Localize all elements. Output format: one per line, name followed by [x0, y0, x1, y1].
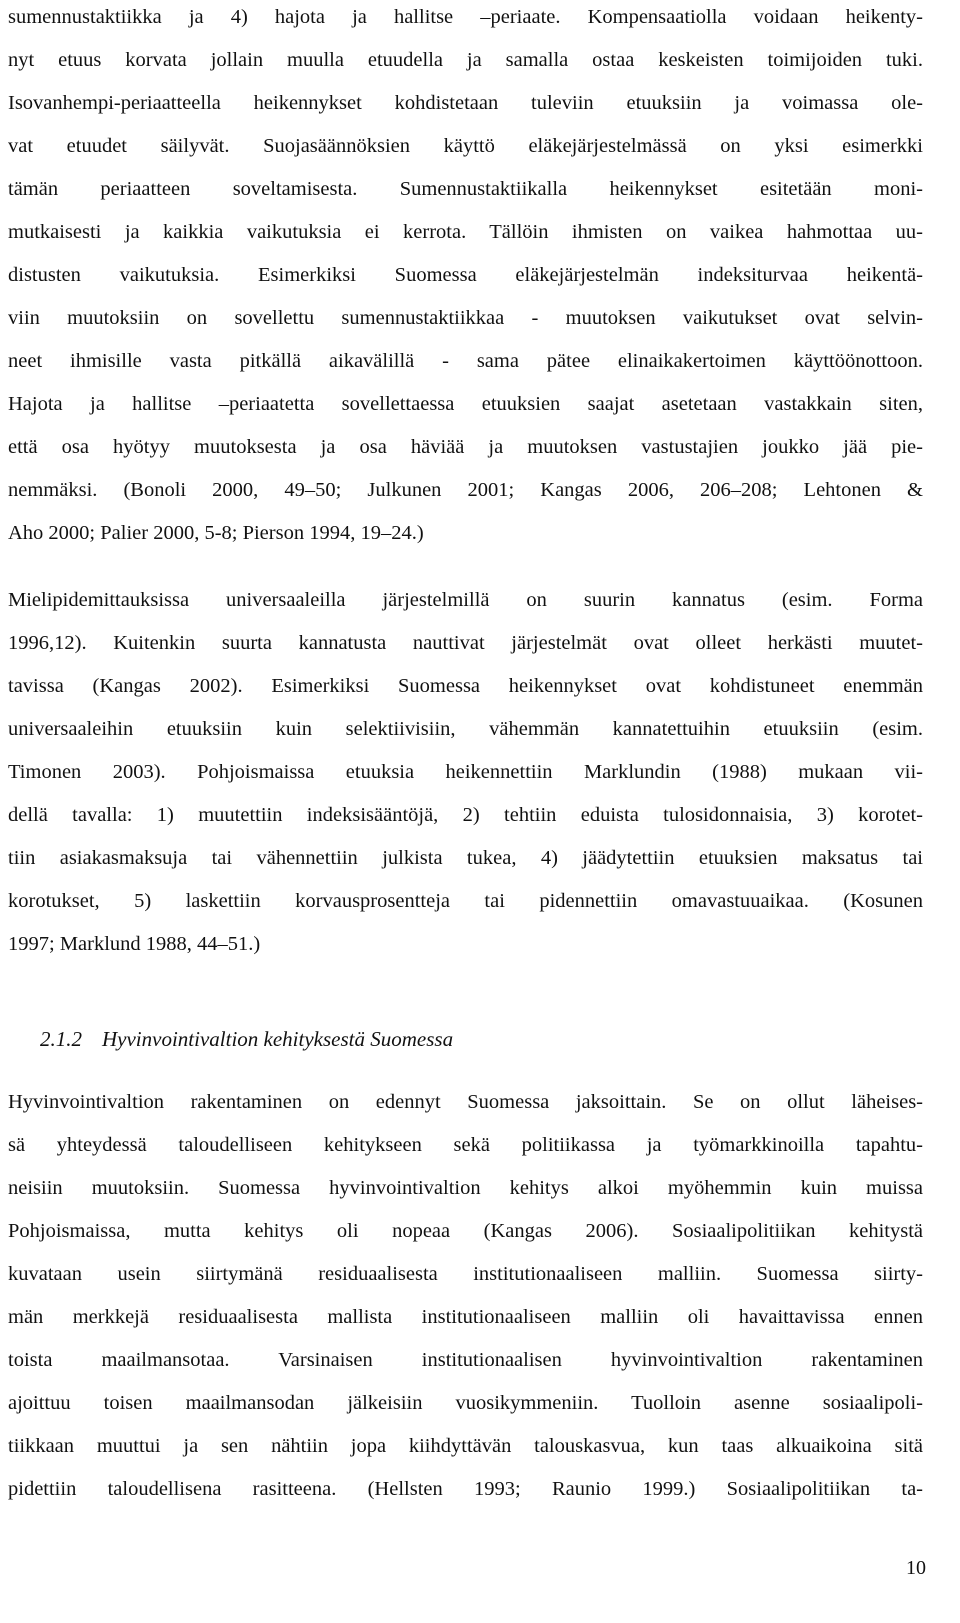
page-number: 10: [906, 1557, 926, 1579]
text-line: pidettiin taloudellisena rasitteena. (Hellsten 1993; Raunio 1999.) Sosiaalipolitiikan ta-: [8, 1478, 923, 1500]
text-line: Mielipidemittauksissa universaaleilla järjestelmillä on suurin kannatus (esim. Forma: [8, 589, 923, 611]
section-heading: [40, 1026, 453, 1052]
text-line: Pohjoismaissa, mutta kehitys oli nopeaa (Kangas 2006). Sosiaalipolitiikan kehitystä: [8, 1220, 923, 1242]
text-line: nyt etuus korvata jollain muulla etuudella ja samalla ostaa keskeisten toimijoiden tuki.: [8, 49, 923, 71]
text-line: toista maailmansotaa. Varsinaisen institutionaalisen hyvinvointivaltion rakentaminen: [8, 1349, 923, 1371]
section-number: 2.1.2: [40, 1027, 82, 1051]
text-line: Aho 2000; Palier 2000, 5-8; Pierson 1994, 19–24.): [8, 522, 424, 544]
text-line: 1997; Marklund 1988, 44–51.): [8, 933, 261, 955]
text-line: nemmäksi. (Bonoli 2000, 49–50; Julkunen 2001; Kangas 2006, 206–208; Lehtonen &: [8, 479, 923, 501]
text-line: mutkaisesti ja kaikkia vaikutuksia ei kerrota. Tällöin ihmisten on vaikea hahmottaa uu-: [8, 221, 923, 243]
section-title: Hyvinvointivaltion kehityksestä Suomessa: [102, 1027, 454, 1051]
text-line: että osa hyötyy muutoksesta ja osa häviää ja muutoksen vastustajien joukko jää pie-: [8, 436, 923, 458]
text-line: vat etuudet säilyvät. Suojasäännöksien käyttö eläkejärjestelmässä on yksi esimerkki: [8, 135, 923, 157]
text-line: tiikkaan muuttui ja sen nähtiin jopa kiihdyttävän talouskasvua, kun taas alkuaikoina sitä: [8, 1435, 923, 1457]
text-line: tiin asiakasmaksuja tai vähennettiin julkista tukea, 4) jäädytettiin etuuksien maksatus tai: [8, 847, 923, 869]
text-line: dellä tavalla: 1) muutettiin indeksisääntöjä, 2) tehtiin eduista tulosidonnaisia, 3) korotet-: [8, 804, 923, 826]
text-line: kuvataan usein siirtymänä residuaalisesta institutionaaliseen malliin. Suomessa siirty-: [8, 1263, 923, 1285]
text-line: neisiin muutoksiin. Suomessa hyvinvointivaltion kehitys alkoi myöhemmin kuin muissa: [8, 1177, 923, 1199]
text-line: Hajota ja hallitse –periaatetta sovellettaessa etuuksien saajat asetetaan vastakkain siten,: [8, 393, 923, 415]
text-line: Timonen 2003). Pohjoismaissa etuuksia heikennettiin Marklundin (1988) mukaan vii-: [8, 761, 923, 783]
text-line: sumennustaktiikka ja 4) hajota ja hallitse –periaate. Kompensaatiolla voidaan heikenty-: [8, 6, 923, 28]
text-line: ajoittuu toisen maailmansodan jälkeisiin vuosikymmeniin. Tuolloin asenne sosiaalipoli-: [8, 1392, 923, 1414]
text-line: korotukset, 5) laskettiin korvausprosentteja tai pidennettiin omavastuuaikaa. (Kosunen: [8, 890, 923, 912]
text-line: tavissa (Kangas 2002). Esimerkiksi Suomessa heikennykset ovat kohdistuneet enemmän: [8, 675, 923, 697]
text-line: neet ihmisille vasta pitkällä aikavälillä - sama pätee elinaikakertoimen käyttöönottoon.: [8, 350, 923, 372]
text-line: universaaleihin etuuksiin kuin selektiivisiin, vähemmän kannatettuihin etuuksiin (esim.: [8, 718, 923, 740]
text-line: Isovanhempi-periaatteella heikennykset kohdistetaan tuleviin etuuksiin ja voimassa ole-: [8, 92, 923, 114]
text-line: tämän periaatteen soveltamisesta. Sumennustaktiikalla heikennykset esitetään moni-: [8, 178, 923, 200]
text-line: distusten vaikutuksia. Esimerkiksi Suomessa eläkejärjestelmän indeksiturvaa heikentä-: [8, 264, 923, 286]
text-line: 1996,12). Kuitenkin suurta kannatusta nauttivat järjestelmät ovat olleet herkästi muutet-: [8, 632, 923, 654]
text-line: män merkkejä residuaalisesta mallista institutionaaliseen malliin oli havaittavissa ennen: [8, 1306, 923, 1328]
text-line: Hyvinvointivaltion rakentaminen on edennyt Suomessa jaksoittain. Se on ollut läheises-: [8, 1091, 923, 1113]
text-line: sä yhteydessä taloudelliseen kehitykseen sekä politiikassa ja työmarkkinoilla tapahtu-: [8, 1134, 923, 1156]
text-line: viin muutoksiin on sovellettu sumennustaktiikkaa - muutoksen vaikutukset ovat selvin-: [8, 307, 923, 329]
